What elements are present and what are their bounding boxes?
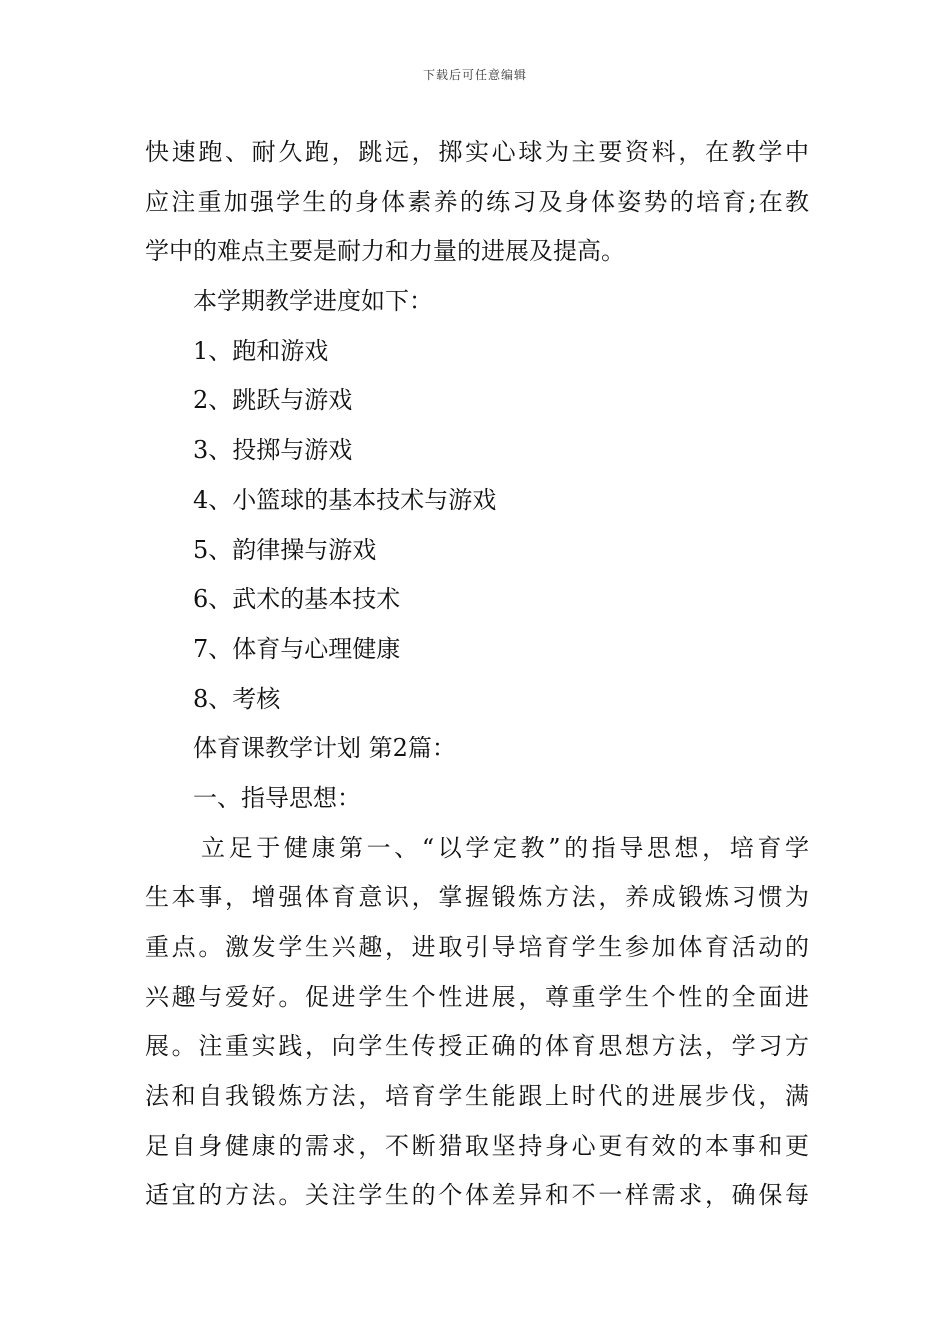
list-item: 4、小篮球的基本技术与游戏	[193, 485, 497, 514]
progress-intro: 本学期教学进度如下：	[193, 287, 433, 316]
page-header: 下载后可任意编辑	[422, 68, 527, 82]
paragraph-1-line-1: 快速跑、耐久跑，跳远，掷实心球为主要资料，在教学中	[145, 138, 809, 166]
progress-list	[145, 327, 809, 725]
paragraph-1-line-3: 学中的难点主要是耐力和力量的进展及提高。	[145, 237, 625, 266]
list-item: 5、韵律操与游戏	[193, 535, 377, 564]
list-item: 7、体育与心理健康	[193, 634, 401, 663]
paragraph-2-line-2: 生本事，增强体育意识，掌握锻炼方法，养成锻炼习惯为	[145, 883, 809, 912]
list-item: 2、跳跃与游戏	[193, 386, 353, 415]
section-title: 体育课教学计划 第2篇：	[193, 734, 456, 763]
paragraph-2-line-4: 兴趣与爱好。促进学生个性进展，尊重学生个性的全面进	[145, 982, 809, 1011]
document-body	[145, 128, 809, 1221]
list-item: 3、投掷与游戏	[193, 436, 353, 465]
subsection-title: 一、指导思想：	[193, 783, 361, 812]
list-item: 8、考核	[193, 684, 281, 713]
paragraph-2-line-8: 适宜的方法。关注学生的个体差异和不一样需求，确保每	[145, 1181, 809, 1210]
paragraph-2-line-5: 展。注重实践，向学生传授正确的体育思想方法，学习方	[145, 1032, 809, 1061]
paragraph-1-line-2: 应注重加强学生的身体素养的练习及身体姿势的培育;在教	[145, 187, 809, 216]
list-item: 6、武术的基本技术	[193, 585, 401, 614]
paragraph-2-line-3: 重点。激发学生兴趣，进取引导培育学生参加体育活动的	[145, 933, 809, 961]
paragraph-2-line-7: 足自身健康的需求，不断猎取坚持身心更有效的本事和更	[145, 1131, 809, 1160]
paragraph-2-line-1: 立足于健康第一、“以学定教”的指导思想，培育学	[201, 833, 809, 862]
list-item: 1、跑和游戏	[193, 336, 329, 365]
paragraph-2-line-6: 法和自我锻炼方法，培育学生能跟上时代的进展步伐，满	[145, 1082, 809, 1111]
